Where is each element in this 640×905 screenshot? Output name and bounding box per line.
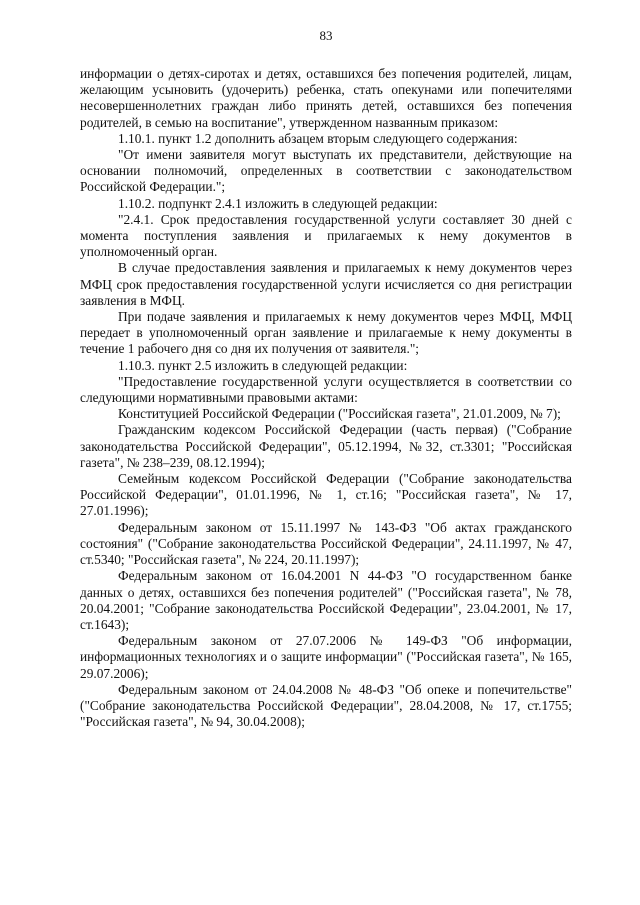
- paragraph: Федеральным законом от 16.04.2001 N 44-ФЗ "О государственном банке данных о детях, оставшихся без попечения родителей" ("Российская газета", № 78, 20.04.2001; "Собрание законодательства Российской Федерации", 23.04.2001, № 17, ст.1643);: [80, 568, 572, 632]
- paragraph: При подаче заявления и прилагаемых к нему документов через МФЦ, МФЦ передает в уполномоченный орган заявление и прилагаемые к нему документы в течение 1 рабочего дня со дня их получения от заявителя.";: [80, 309, 572, 357]
- page-number: 83: [319, 28, 333, 43]
- paragraph: 1.10.2. подпункт 2.4.1 изложить в следующей редакции:: [118, 195, 438, 211]
- paragraph: Федеральным законом от 15.11.1997 № 143-ФЗ "Об актах гражданского состояния" ("Собрание законодательства Российской Федерации", 24.11.1997, № 47, ст.5340; "Российская газета", № 224, 20.11.1997);: [80, 519, 572, 568]
- paragraph: "2.4.1. Срок предоставления государственной услуги составляет 30 дней с момента поступления заявления и прилагаемых к нему документов в уполномоченный орган.: [80, 211, 572, 260]
- paragraph: "Предоставление государственной услуги осуществляется в соответствии со следующими нормативными правовыми актами:: [80, 373, 572, 406]
- paragraph: Конституцией Российской Федерации ("Российская газета", 21.01.2009, № 7);: [118, 406, 561, 422]
- paragraph: В случае предоставления заявления и прилагаемых к нему документов через МФЦ срок предоставления государственной услуги исчисляется со дня регистрации заявления в МФЦ.: [80, 260, 572, 308]
- paragraph: информации о детях-сиротах и детях, оставшихся без попечения родителей, лицам, желающим усыновить (удочерить) ребенка, стать опекунами или попечителями несовершеннолетних граждан либо принять детей, оставшихся без попечения родителей, в семью на воспитание", утвержденном названным приказом:: [80, 66, 572, 130]
- document-page: [80, 28, 572, 730]
- paragraph: 1.10.3. пункт 2.5 изложить в следующей редакции:: [118, 357, 408, 373]
- paragraph: Федеральным законом от 24.04.2008 № 48-ФЗ "Об опеке и попечительстве" ("Собрание законодательства Российской Федерации", 28.04.2008, № 17, ст.1755; "Российская газета", № 94, 30.04.2008);: [80, 681, 572, 730]
- paragraph: 1.10.1. пункт 1.2 дополнить абзацем вторым следующего содержания:: [118, 130, 518, 146]
- paragraph: Гражданским кодексом Российской Федерации (часть первая) ("Собрание законодательства Российской Федерации", 05.12.1994, №32, ст.3301; "Российская газета", № 238–239, 08.12.1994);: [80, 422, 572, 470]
- document-body: [80, 66, 572, 730]
- paragraph: "От имени заявителя могут выступать их представители, действующие на основании полномочий, определенных в соответствии с законодательством Российской Федерации.";: [80, 147, 572, 195]
- paragraph: Федеральным законом от 27.07.2006 № 149-ФЗ "Об информации, информационных технологиях и о защите информации" ("Российская газета", № 165, 29.07.2006);: [80, 633, 572, 681]
- paragraph: Семейным кодексом Российской Федерации ("Собрание законодательства Российской Федерации", 01.01.1996, № 1, ст.16; "Российская газета", № 17, 27.01.1996);: [80, 471, 572, 519]
